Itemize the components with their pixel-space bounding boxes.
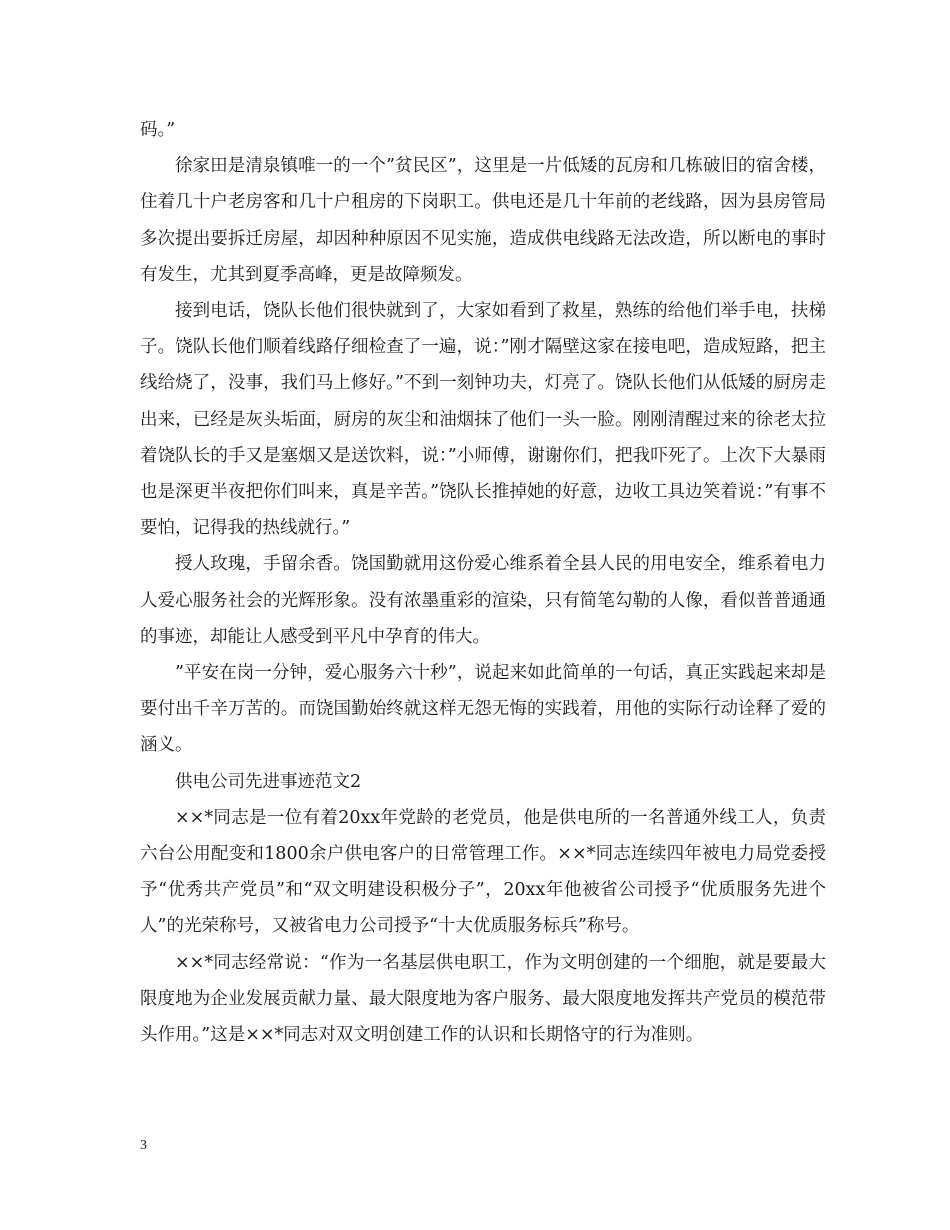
paragraph-roses: 授人玫瑰，手留余香。饶国勤就用这份爱心维系着全县人民的用电安全，维系着电力人爱心服务社会的光辉形象。没有浓墨重彩的渲染，只有简笔勾勒的人像，看似普普通通的事迹，却能让人感受到平凡中孕育的伟大。: [140, 554, 826, 647]
paragraph-xujiatian: 徐家田是清泉镇唯一的一个”贫民区”，这里是一片低矮的瓦房和几栋破旧的宿舍楼，住着几十户老房客和几十户租房的下岗职工。供电还是几十年前的老线路，因为县房管局多次提出要拆迁房屋，却因种种原因不见实施，造成供电线路无法改造，所以断电的事时有发生，尤其到夏季高峰，更是故障频发。: [140, 156, 826, 285]
paragraph-party-member: ××*同志是一位有着20xx年党龄的老党员，他是供电所的一名普通外线工人，负责六台公用配变和1800余户供电客户的日常管理工作。××*同志连续四年被电力局党委授予“优秀共产党员”和“双文明建设积极分子”，20xx年他被省公司授予“优质服务先进个人”的光荣称号，又被省电力公司授予“十大优质服务标兵”称号。: [140, 807, 826, 937]
paragraph-safety-motto: ”平安在岗一分钟，爱心服务六十秒”，说起来如此简单的一句话，真正实践起来却是要付出千辛万苦的。而饶国勤始终就这样无怨无悔的实践着，用他的实际行动诠释了爱的涵义。: [140, 663, 826, 756]
paragraph-quote: ××*同志经常说：“作为一名基层供电职工，作为文明创建的一个细胞，就是要最大限度地为企业发展贡献力量、最大限度地为客户服务、最大限度地发挥共产党员的模范带头作用。”这是××*同志对双文明创建工作的认识和长期恪守的行为准则。: [140, 952, 826, 1046]
page-number: 3: [140, 1138, 147, 1153]
section-heading: 供电公司先进事迹范文2: [175, 771, 362, 792]
paragraph-continuation: 码。”: [140, 120, 176, 140]
paragraph-phone-call: 接到电话，饶队长他们很快就到了，大家如看到了救星，熟练的给他们举手电，扶梯子。饶队长他们顺着线路仔细检查了一遍，说：”刚才隔壁这家在接电吧，造成短路，把主线给烧了，没事，我们马上修好。”不到一刻钟功夫，灯亮了。饶队长他们从低矮的厨房走出来，已经是灰头垢面，厨房的灰尘和油烟抹了他们一头一脸。刚刚清醒过来的徐老太拉着饶队长的手又是塞烟又是送饮料，说：”小师傅，谢谢你们，把我吓死了。上次下大暴雨也是深更半夜把你们叫来，真是辛苦。”饶队长推掉她的好意，边收工具边笑着说：”有事不要怕，记得我的热线就行。”: [140, 301, 826, 539]
document-body: [140, 112, 826, 1053]
